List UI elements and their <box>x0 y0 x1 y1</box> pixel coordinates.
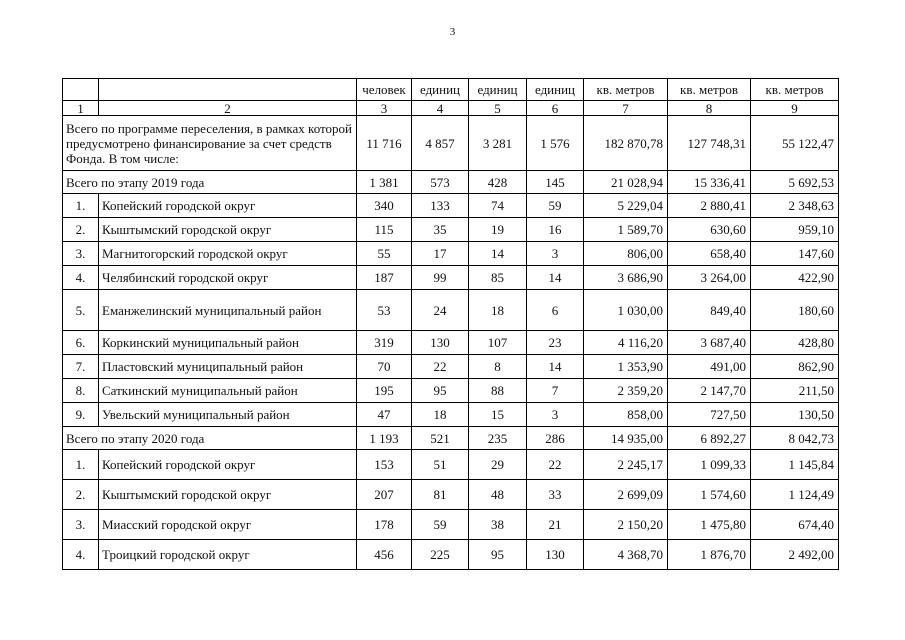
table-row <box>63 540 839 570</box>
value-cell: 428 <box>469 171 527 194</box>
value-cell: 422,90 <box>751 266 839 290</box>
value-cell: 35 <box>412 218 469 242</box>
value-cell: 88 <box>469 379 527 403</box>
value-cell: 674,40 <box>751 510 839 540</box>
value-cell: 70 <box>357 355 412 379</box>
value-cell: 5 692,53 <box>751 171 839 194</box>
value-cell: 491,00 <box>668 355 751 379</box>
value-cell: 99 <box>412 266 469 290</box>
value-cell: 4 116,20 <box>584 331 668 355</box>
value-cell: 1 381 <box>357 171 412 194</box>
value-cell: 727,50 <box>668 403 751 427</box>
index-cell: 8 <box>668 101 751 116</box>
value-cell: 1 589,70 <box>584 218 668 242</box>
value-cell: 21 028,94 <box>584 171 668 194</box>
municipality-name: Коркинский муниципальный район <box>99 331 357 355</box>
value-cell: 849,40 <box>668 290 751 331</box>
value-cell: 130,50 <box>751 403 839 427</box>
value-cell: 235 <box>469 427 527 450</box>
value-cell: 17 <box>412 242 469 266</box>
value-cell: 81 <box>412 480 469 510</box>
value-cell: 51 <box>412 450 469 480</box>
units-cell: кв. метров <box>584 79 668 101</box>
municipality-name: Кыштымский городской округ <box>99 480 357 510</box>
table-row <box>63 379 839 403</box>
value-cell: 14 <box>527 355 584 379</box>
value-cell: 3 <box>527 403 584 427</box>
value-cell: 207 <box>357 480 412 510</box>
value-cell: 7 <box>527 379 584 403</box>
units-cell: кв. метров <box>751 79 839 101</box>
value-cell: 8 042,73 <box>751 427 839 450</box>
units-cell: человек <box>357 79 412 101</box>
municipality-name: Увельский муниципальный район <box>99 403 357 427</box>
value-cell: 18 <box>412 403 469 427</box>
value-cell: 2 245,17 <box>584 450 668 480</box>
page-number: 3 <box>449 26 456 38</box>
value-cell: 630,60 <box>668 218 751 242</box>
value-cell: 145 <box>527 171 584 194</box>
value-cell: 1 574,60 <box>668 480 751 510</box>
value-cell: 23 <box>527 331 584 355</box>
table-row <box>63 403 839 427</box>
value-cell: 2 492,00 <box>751 540 839 570</box>
row-number: 2. <box>63 480 99 510</box>
row-label: Всего по программе переселения, в рамках которой предусмотрено финансирование за счет средств Фонда. В том числе: <box>63 116 357 171</box>
units-cell <box>99 79 357 101</box>
column-index-row <box>63 101 839 116</box>
value-cell: 225 <box>412 540 469 570</box>
value-cell: 3 264,00 <box>668 266 751 290</box>
value-cell: 21 <box>527 510 584 540</box>
value-cell: 55 122,47 <box>751 116 839 171</box>
row-number: 4. <box>63 266 99 290</box>
value-cell: 1 030,00 <box>584 290 668 331</box>
units-header-row <box>63 79 839 101</box>
value-cell: 33 <box>527 480 584 510</box>
municipality-name: Троицкий городской округ <box>99 540 357 570</box>
index-cell: 1 <box>63 101 99 116</box>
municipality-name: Копейский городской округ <box>99 450 357 480</box>
value-cell: 211,50 <box>751 379 839 403</box>
row-number: 9. <box>63 403 99 427</box>
value-cell: 130 <box>412 331 469 355</box>
value-cell: 4 368,70 <box>584 540 668 570</box>
value-cell: 6 <box>527 290 584 331</box>
value-cell: 4 857 <box>412 116 469 171</box>
row-number: 4. <box>63 540 99 570</box>
table-row <box>63 266 839 290</box>
row-number: 1. <box>63 194 99 218</box>
value-cell: 521 <box>412 427 469 450</box>
value-cell: 959,10 <box>751 218 839 242</box>
value-cell: 1 099,33 <box>668 450 751 480</box>
row-number: 8. <box>63 379 99 403</box>
value-cell: 107 <box>469 331 527 355</box>
value-cell: 14 935,00 <box>584 427 668 450</box>
units-cell: единиц <box>412 79 469 101</box>
value-cell: 19 <box>469 218 527 242</box>
index-cell: 9 <box>751 101 839 116</box>
row-label: Всего по этапу 2019 года <box>63 171 357 194</box>
table-row <box>63 510 839 540</box>
value-cell: 29 <box>469 450 527 480</box>
value-cell: 5 229,04 <box>584 194 668 218</box>
value-cell: 1 876,70 <box>668 540 751 570</box>
value-cell: 95 <box>469 540 527 570</box>
value-cell: 1 145,84 <box>751 450 839 480</box>
row-number: 6. <box>63 331 99 355</box>
value-cell: 38 <box>469 510 527 540</box>
table-row <box>63 218 839 242</box>
table-row <box>63 480 839 510</box>
value-cell: 15 336,41 <box>668 171 751 194</box>
index-cell: 6 <box>527 101 584 116</box>
value-cell: 59 <box>412 510 469 540</box>
value-cell: 16 <box>527 218 584 242</box>
value-cell: 11 716 <box>357 116 412 171</box>
table-row <box>63 450 839 480</box>
value-cell: 59 <box>527 194 584 218</box>
value-cell: 187 <box>357 266 412 290</box>
value-cell: 3 <box>527 242 584 266</box>
value-cell: 286 <box>527 427 584 450</box>
value-cell: 428,80 <box>751 331 839 355</box>
value-cell: 180,60 <box>751 290 839 331</box>
row-number: 7. <box>63 355 99 379</box>
value-cell: 22 <box>527 450 584 480</box>
value-cell: 55 <box>357 242 412 266</box>
value-cell: 3 687,40 <box>668 331 751 355</box>
value-cell: 2 359,20 <box>584 379 668 403</box>
value-cell: 182 870,78 <box>584 116 668 171</box>
stage-2019-total-row <box>63 171 839 194</box>
municipality-name: Челябинский городской округ <box>99 266 357 290</box>
table-row <box>63 355 839 379</box>
value-cell: 1 193 <box>357 427 412 450</box>
value-cell: 14 <box>469 242 527 266</box>
value-cell: 1 124,49 <box>751 480 839 510</box>
units-cell: единиц <box>469 79 527 101</box>
value-cell: 48 <box>469 480 527 510</box>
index-cell: 3 <box>357 101 412 116</box>
value-cell: 3 281 <box>469 116 527 171</box>
value-cell: 115 <box>357 218 412 242</box>
value-cell: 806,00 <box>584 242 668 266</box>
value-cell: 658,40 <box>668 242 751 266</box>
value-cell: 24 <box>412 290 469 331</box>
value-cell: 133 <box>412 194 469 218</box>
value-cell: 340 <box>357 194 412 218</box>
municipality-name: Миасский городской округ <box>99 510 357 540</box>
value-cell: 74 <box>469 194 527 218</box>
row-number: 1. <box>63 450 99 480</box>
index-cell: 7 <box>584 101 668 116</box>
value-cell: 178 <box>357 510 412 540</box>
municipality-name: Еманжелинский муниципальный район <box>99 290 357 331</box>
row-label: Всего по этапу 2020 года <box>63 427 357 450</box>
value-cell: 85 <box>469 266 527 290</box>
value-cell: 858,00 <box>584 403 668 427</box>
value-cell: 95 <box>412 379 469 403</box>
row-number: 5. <box>63 290 99 331</box>
units-cell: единиц <box>527 79 584 101</box>
value-cell: 130 <box>527 540 584 570</box>
index-cell: 4 <box>412 101 469 116</box>
value-cell: 3 686,90 <box>584 266 668 290</box>
table-row <box>63 331 839 355</box>
table-row <box>63 194 839 218</box>
value-cell: 47 <box>357 403 412 427</box>
value-cell: 153 <box>357 450 412 480</box>
value-cell: 195 <box>357 379 412 403</box>
value-cell: 1 475,80 <box>668 510 751 540</box>
row-number: 3. <box>63 242 99 266</box>
value-cell: 862,90 <box>751 355 839 379</box>
value-cell: 2 147,70 <box>668 379 751 403</box>
value-cell: 53 <box>357 290 412 331</box>
index-cell: 2 <box>99 101 357 116</box>
value-cell: 1 576 <box>527 116 584 171</box>
table-body <box>63 79 839 570</box>
table-row <box>63 290 839 331</box>
value-cell: 22 <box>412 355 469 379</box>
stage-2020-total-row <box>63 427 839 450</box>
value-cell: 147,60 <box>751 242 839 266</box>
value-cell: 2 880,41 <box>668 194 751 218</box>
table-row <box>63 242 839 266</box>
value-cell: 2 150,20 <box>584 510 668 540</box>
row-number: 3. <box>63 510 99 540</box>
value-cell: 8 <box>469 355 527 379</box>
index-cell: 5 <box>469 101 527 116</box>
value-cell: 319 <box>357 331 412 355</box>
municipality-name: Кыштымский городской округ <box>99 218 357 242</box>
value-cell: 127 748,31 <box>668 116 751 171</box>
value-cell: 456 <box>357 540 412 570</box>
value-cell: 15 <box>469 403 527 427</box>
row-number: 2. <box>63 218 99 242</box>
municipality-name: Копейский городской округ <box>99 194 357 218</box>
program-total-row <box>63 116 839 171</box>
value-cell: 1 353,90 <box>584 355 668 379</box>
resettlement-table <box>62 78 839 570</box>
municipality-name: Пластовский муниципальный район <box>99 355 357 379</box>
value-cell: 14 <box>527 266 584 290</box>
value-cell: 2 348,63 <box>751 194 839 218</box>
municipality-name: Саткинский муниципальный район <box>99 379 357 403</box>
units-cell: кв. метров <box>668 79 751 101</box>
municipality-name: Магнитогорский городской округ <box>99 242 357 266</box>
units-cell <box>63 79 99 101</box>
value-cell: 573 <box>412 171 469 194</box>
value-cell: 2 699,09 <box>584 480 668 510</box>
value-cell: 6 892,27 <box>668 427 751 450</box>
value-cell: 18 <box>469 290 527 331</box>
